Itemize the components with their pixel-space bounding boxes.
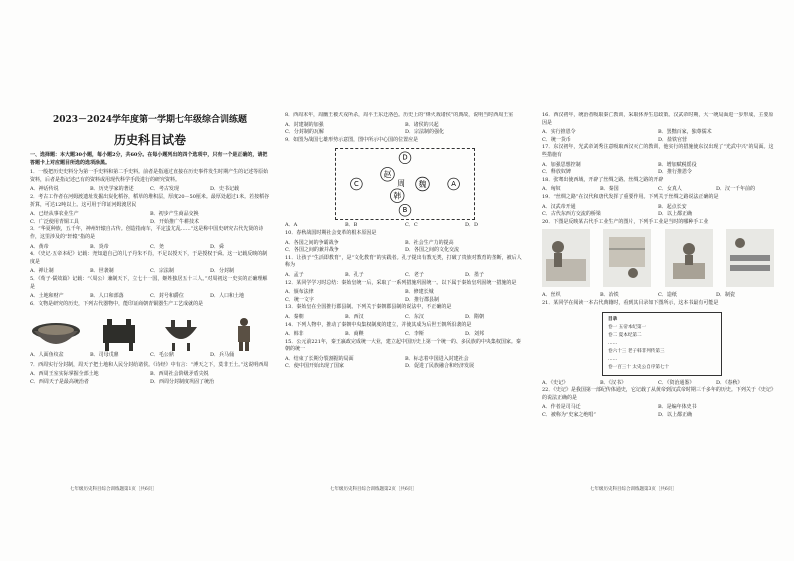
warring-states-map (335, 148, 475, 220)
artifact-label: A．人面鱼纹盆 (30, 352, 64, 359)
map-label-zhou: 周 (397, 179, 405, 189)
option: C．封号和爵位 (150, 293, 184, 300)
map-label-han: 韩 (393, 191, 402, 201)
question-20-options (542, 292, 774, 300)
toc-line: 卷一百三十 太史公自序第七十 (608, 364, 670, 370)
option: C．女真人 (658, 186, 682, 193)
option: B．标志着中国进入封建社会 (405, 355, 469, 362)
option: B．社会生产力的提高 (405, 239, 454, 246)
handicraft-image-4 (726, 229, 774, 287)
handicraft-image-1 (542, 229, 590, 287)
option: B．孔子 (345, 271, 364, 278)
map-label-a: A (451, 180, 456, 189)
option: C．宗法制 (150, 268, 174, 275)
option: A．神话传说 (30, 186, 59, 193)
option: D．《春秋》 (716, 379, 743, 386)
option: A．A (285, 222, 298, 229)
option: B．B (345, 222, 358, 229)
option: C．使中国开始出现了国家 (285, 363, 344, 370)
toc-line: …… (608, 356, 618, 362)
option: D．以上都正确 (658, 211, 693, 218)
option: D．分封制 (210, 268, 235, 275)
terracotta-warrior-image (218, 317, 270, 351)
section-instructions: 一、选择题：本大题30小题，每小题2分，共60分。在每小题列出的四个选项中，只有一个是正确的，请把答题卡上对应题目所选的选项涂黑。 (30, 152, 268, 166)
question-7: 7．西周实行分封制，周天子把土地和人民分封给诸侯。《诗经》中有言：“溥天之下，莫非王土。”这说明西周 (30, 361, 269, 368)
option: B．人口和部落 (90, 293, 124, 300)
question-8-options (285, 122, 525, 137)
question-15: 15．公元前221年，秦王嬴政完成统一大业，建立起中国历史上第一个统一的、多民族的中央集权国家。秦朝的统一 (285, 338, 521, 353)
option: B．起点长安 (658, 203, 687, 210)
option: C．分封制的瓦解 (285, 129, 324, 136)
table-of-contents-box (602, 312, 722, 376)
option: C．东汉 (405, 313, 424, 320)
question-14: 14．下列人物中，推动了秦朝中央集权制度的建立，并使其成为后世王朝所沿袭的是 (285, 321, 472, 328)
question-2: 2．考古工作者在河姆渡遗址发掘出炭化稻谷，稻草的堆积层，厚度20－50厘米。最厚处超过1米。若按稻谷折算，可达12吨以上。这可用于印证河姆渡居民 (30, 193, 270, 208)
question-13-options (285, 314, 525, 322)
question-12-options (285, 289, 525, 304)
artifact-label: B．司母戊鼎 (90, 352, 119, 359)
artifact-images (30, 311, 270, 351)
option: C．统一文字 (285, 296, 314, 303)
page-2-column (285, 112, 525, 371)
option: C．西周天子是最高统治者 (30, 379, 89, 386)
option: A．《史记》 (542, 379, 569, 386)
handicraft-image-3 (665, 229, 713, 287)
option: B．炎帝 (90, 243, 109, 250)
option: D．史书记载 (210, 186, 240, 193)
question-9: 9．如图为战国七雄形势示意图，图中所示中心国的位置应是 (285, 136, 419, 143)
question-13: 13．秦始皇在全国推行郡县制。下列关于秦朝郡县制的说法中，不正确的是 (285, 304, 452, 311)
option: C．释放奴婢 (542, 169, 571, 176)
question-5: 5．《荀子·儒效篇》记载：“（周公）兼制天下，立七十一国，姬姓独居五十三人。”对周初这一史实的正确理解是 (30, 275, 268, 290)
artifact-label: D．兵马俑 (210, 352, 235, 359)
option: D．刘邦 (465, 331, 485, 338)
option: A．孟子 (285, 271, 304, 278)
question-19: 19．“丝绸之路”在汉代和唐代发挥了重要作用。下列关于丝绸之路说法正确的是 (542, 193, 719, 200)
toc-line: 卷六十三 老子韩非列传第三 (608, 348, 665, 354)
option: B．冶铁 (600, 292, 619, 299)
option: A．已经从事农业生产 (30, 211, 79, 218)
question-1: 1．一般把历史史料分为第一手史料和第二手史料。前者是指通过直接在历史事件发生时期产生的记述等原始资料，后者是指记述已有的资料或用现代科学手段进行的研究资料。 (30, 169, 269, 183)
question-15-options (285, 356, 525, 371)
exam-header: 2023－2024学年度第一学期七年级综合训练题 (52, 115, 248, 125)
question-18: 18．张骞出使西域，开辟了丝绸之路。丝绸之路的开辟 (542, 176, 664, 183)
option: C．造纸 (658, 292, 677, 299)
option: A．禅让制 (30, 268, 54, 275)
page-3-footer: 七年级历史科目综合训练题第3页［共6页］ (590, 487, 677, 492)
map-label-b: B (402, 206, 408, 215)
option: A．匈奴 (542, 186, 561, 193)
option: A．加强思想控制 (542, 161, 581, 168)
question-14-options (285, 331, 525, 339)
question-17: 17．东汉初年，光武帝刘秀注意吸取西汉灭亡的教训，他实行的措施使东汉出现了“光武中兴”的局面。这些措施有 (542, 144, 774, 158)
option: B．世袭制 (90, 268, 114, 275)
option: B．历史学家的著述 (90, 186, 134, 193)
question-6: 6．文物是研究的历史，下列古代器物中，能印证商朝青铜器生产工艺成就的是 (30, 300, 204, 307)
question-4-options (30, 268, 270, 276)
question-20: 20．下图是反映某古代手工业生产的图片，下列手工业是当时的哪种手工业 (542, 218, 709, 225)
option: C．考古发现 (150, 186, 179, 193)
exam-subject-title: 历史科目试卷 (113, 133, 186, 147)
option: D．推行推恩令 (658, 169, 693, 176)
question-12: 12．某同学学习时总结：秦始皇统一后，采取了一系列措施巩固统一。以下属于秦始皇巩固统一措施的是 (285, 279, 517, 286)
toc-title: 目录 (608, 316, 618, 322)
option: A．汉武帝开通 (542, 203, 576, 210)
option: B．秦国 (600, 186, 619, 193)
question-21: 21．某同学在阅读一本古代典籍时，看到其目录如下图所示，这本书最有可能是 (542, 299, 719, 306)
map-label-wei: 魏 (418, 180, 427, 190)
option: C．统一货币 (542, 136, 571, 143)
option: C．《资治通鉴》 (658, 379, 695, 386)
question-22-options (542, 404, 774, 419)
option: D．各国之间的文化交流 (405, 247, 460, 254)
option: D．隋朝 (465, 313, 485, 320)
question-4: 4．《史记·五帝本纪》记载：尧知道自己的儿子丹朱不肖，不足以授天下，于是授权于舜。这一记载反映的制度是 (30, 251, 268, 265)
option: D．人口和土地 (210, 293, 245, 300)
option: A．土地和财产 (30, 293, 64, 300)
option: C．古代东西方交流的桥梁 (542, 211, 601, 218)
option: A．结束了长期分裂割据的局面 (285, 355, 354, 362)
question-10-options (285, 240, 525, 255)
option: D．汉一千年前的 (716, 186, 756, 193)
question-3-options (30, 244, 270, 252)
option: B．《汉书》 (600, 379, 627, 386)
option: D．墨子 (465, 271, 485, 278)
question-22: 22．《史记》是我国第一部纪传体通史，它记载了从黄帝到汉武帝时期三千多年的历史。下列关于《史记》的说法正确的是 (542, 387, 774, 401)
option: C．老子 (405, 271, 424, 278)
page-2-footer: 七年级历史科目综合训练题第2页［共6页］ (330, 487, 417, 492)
handicraft-image-2 (603, 229, 651, 287)
question-7-options (30, 371, 270, 386)
handicraft-images (542, 229, 774, 289)
option: D．盐铁官营 (658, 136, 688, 143)
bronze-cauldron-image (155, 317, 207, 351)
map-label-d: D (402, 154, 408, 163)
toc-line: …… (608, 340, 618, 346)
question-17-options (542, 162, 774, 177)
option: B．增加赋税徭役 (658, 161, 697, 168)
question-16-options (542, 129, 774, 144)
option: B．商鞅 (345, 331, 364, 338)
option: A．西周王室实际掌握全部土地 (30, 371, 99, 378)
option: B．西周社会阶级矛盾尖锐 (150, 371, 209, 378)
question-9-options (285, 222, 525, 230)
question-21-options (542, 380, 774, 388)
question-18-options (542, 186, 774, 194)
option: A．各国之间的争霸战争 (285, 239, 339, 246)
question-2-options (30, 211, 270, 226)
option: D．宗法制的强化 (405, 129, 445, 136)
map-label-c: C (354, 180, 359, 189)
question-16: 16．西汉初年，统治者吸取秦亡教训，采取休养生息政策。汉武帝时期，大一统局面进一步形成，主要原因是 (542, 112, 774, 126)
option: D．D (465, 222, 479, 229)
option: C．被称为“史家之绝唱” (542, 411, 596, 418)
page-3-column (542, 112, 774, 419)
option: C．广泛使用青铜工具 (30, 218, 79, 225)
page-1-footer: 七年级历史科目综合训练题第1页［共6页］ (70, 487, 157, 492)
option: B．罢黜百家，独尊儒术 (658, 129, 712, 136)
question-11: 11．让孩子“生活即教育”，是“文化教育”的实践者。孔子提出有教无类，打破了贵族对教育的垄断，被后人称为 (285, 254, 522, 269)
option: C．李斯 (405, 331, 424, 338)
option: D．西周分封制度巩固了统治 (150, 379, 215, 386)
option: B．诸侯的兴起 (405, 121, 439, 128)
question-19-options (542, 204, 774, 219)
option: A．丝织 (542, 292, 561, 299)
artifact-label: C．毛公鼎 (150, 352, 174, 359)
option: A．作者是司马迁 (542, 404, 581, 411)
option: B．修建长城 (405, 289, 434, 296)
map-label-zhao: 赵 (383, 170, 392, 180)
option: C．尧 (150, 243, 164, 250)
question-8: 8．西周末年，周幽王被犬戎所杀，周平王东迁洛邑。历史上的“烽火戏诸侯”的典故，说明当时西周王室 (285, 112, 514, 118)
option: A．颁布法律 (285, 289, 314, 296)
toc-line: 卷二 夏本纪第二 (608, 332, 642, 338)
option: A．封建制的加强 (285, 121, 324, 128)
question-10: 10．春秋战国时期社会变革的根本原因是 (285, 229, 377, 236)
question-1-options (30, 186, 270, 194)
option: A．韩非 (285, 331, 304, 338)
option: A．黄帝 (30, 243, 49, 250)
option: D．以上都正确 (658, 411, 693, 418)
option: D．舜 (210, 243, 225, 250)
artifact-captions (30, 352, 270, 360)
option: D．制瓷 (716, 292, 736, 299)
option: D．推行郡县制 (405, 296, 440, 303)
option: A．实行推恩令 (542, 129, 576, 136)
option: D．促进了民族融合和经济发展 (405, 363, 475, 370)
option: C．C (405, 222, 418, 229)
toc-line: 卷一 五帝本纪第一 (608, 324, 647, 330)
option: D．开始推广牛耕技术 (150, 218, 200, 225)
question-5-options (30, 293, 270, 301)
option: B．初步产生商品交换 (150, 211, 199, 218)
option: B．西汉 (345, 313, 364, 320)
page-1-column (30, 112, 270, 387)
question-11-options (285, 272, 525, 280)
option: A．秦朝 (285, 313, 304, 320)
bronze-ding-image (93, 317, 145, 351)
option: C．各国之间的兼并战争 (285, 247, 339, 254)
option: B．是编年体史书 (658, 404, 697, 411)
painted-basin-image (30, 317, 82, 351)
question-3: 3．“华夏种族，五千年，神州轩辕自古传。创造指南车，平定蚩尤乱……”这是称中国史研究古代先贤的诗作，这里涉及的“轩辕”指的是 (30, 226, 264, 240)
